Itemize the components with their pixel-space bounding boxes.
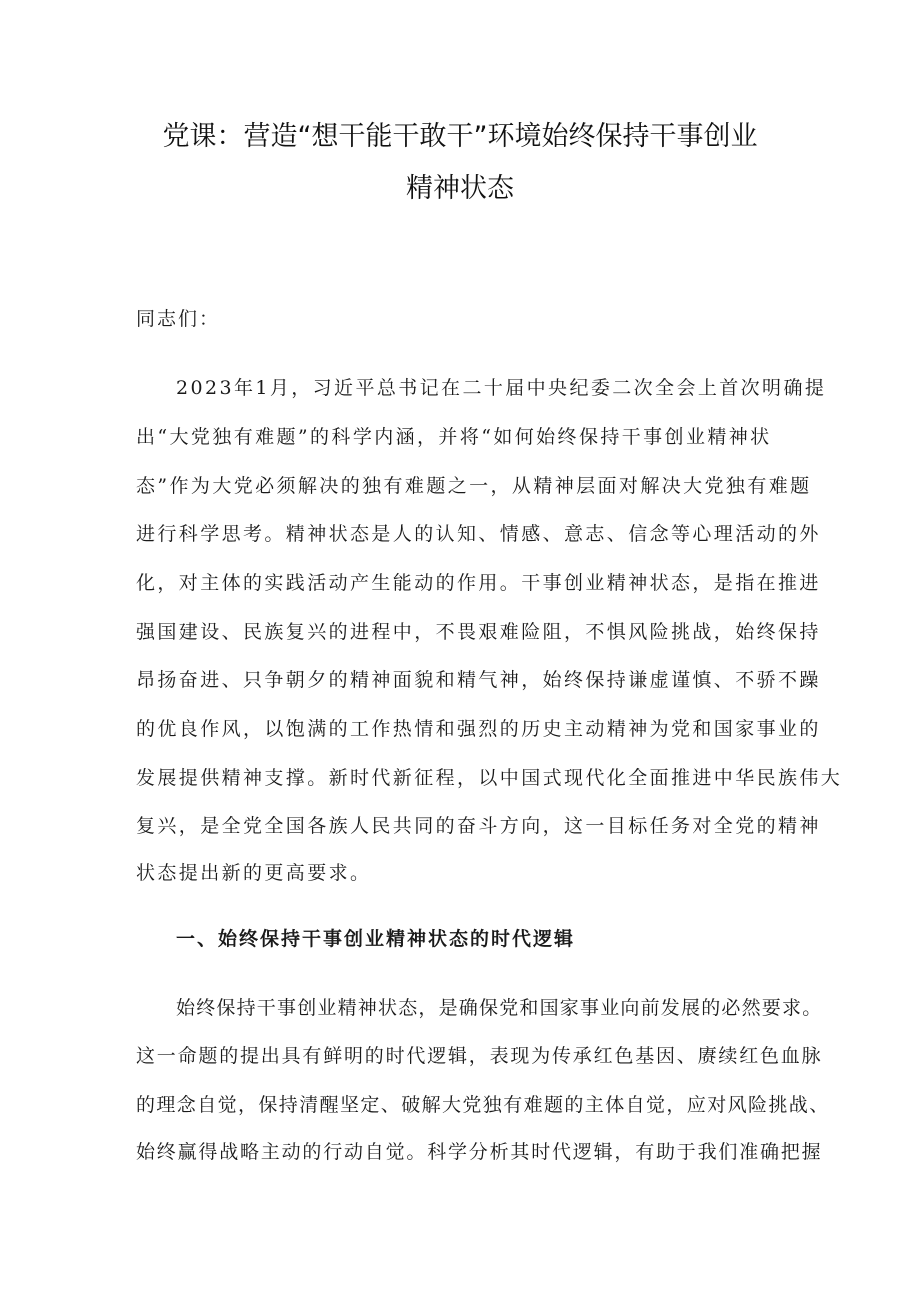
paragraph-1-line: 昂扬奋进、只争朝夕的精神面貌和精气神，始终保持谦虚谨慎、不骄不躁 (136, 669, 821, 691)
paragraph-2-line: 始终保持干事创业精神状态，是确保党和国家事业向前发展的必然要求。 (176, 997, 823, 1019)
paragraph-2-line: 始终赢得战略主动的行动自觉。科学分析其时代逻辑，有助于我们准确把握 (136, 1141, 823, 1163)
section-1-heading: 一、始终保持干事创业精神状态的时代逻辑 (176, 928, 576, 950)
paragraph-1-line: 进行科学思考。精神状态是人的认知、情感、意志、信念等心理活动的外 (136, 523, 821, 545)
document-title-line-2: 精神状态 (406, 173, 514, 204)
paragraph-1-line: 状态提出新的更高要求。 (136, 862, 372, 884)
paragraph-1-line: 的优良作风，以饱满的工作热情和强烈的历史主动精神为党和国家事业的 (136, 718, 821, 740)
paragraph-1-line: 强国建设、民族复兴的进程中，不畏艰难险阻，不惧风险挑战，始终保持 (136, 621, 821, 643)
paragraph-1-line: 化，对主体的实践活动产生能动的作用。干事创业精神状态，是指在推进 (136, 572, 821, 594)
paragraph-2-line: 这一命题的提出具有鲜明的时代逻辑，表现为传承红色基因、赓续红色血脉 (136, 1045, 823, 1067)
paragraph-2-line: 的理念自觉，保持清醒坚定、破解大党独有难题的主体自觉，应对风险挑战、 (136, 1094, 830, 1116)
paragraph-1-line: 复兴，是全党全国各族人民共同的奋斗方向，这一目标任务对全党的精神 (136, 815, 821, 837)
salutation: 同志们： (136, 308, 221, 330)
paragraph-1-line: 出“大党独有难题”的科学内涵，并将“如何始终保持干事创业精神状 (136, 426, 772, 448)
document-title-line-1: 党课：营造“想干能干敢干”环境始终保持干事创业 (162, 121, 758, 152)
paragraph-1-line: 态”作为大党必须解决的独有难题之一，从精神层面对解决大党独有难题 (136, 475, 812, 497)
paragraph-1-line: 2023年1月，习近平总书记在二十届中央纪委二次全会上首次明确提 (176, 377, 827, 399)
paragraph-1-line: 发展提供精神支撑。新时代新征程，以中国式现代化全面推进中华民族伟大 (136, 767, 843, 789)
